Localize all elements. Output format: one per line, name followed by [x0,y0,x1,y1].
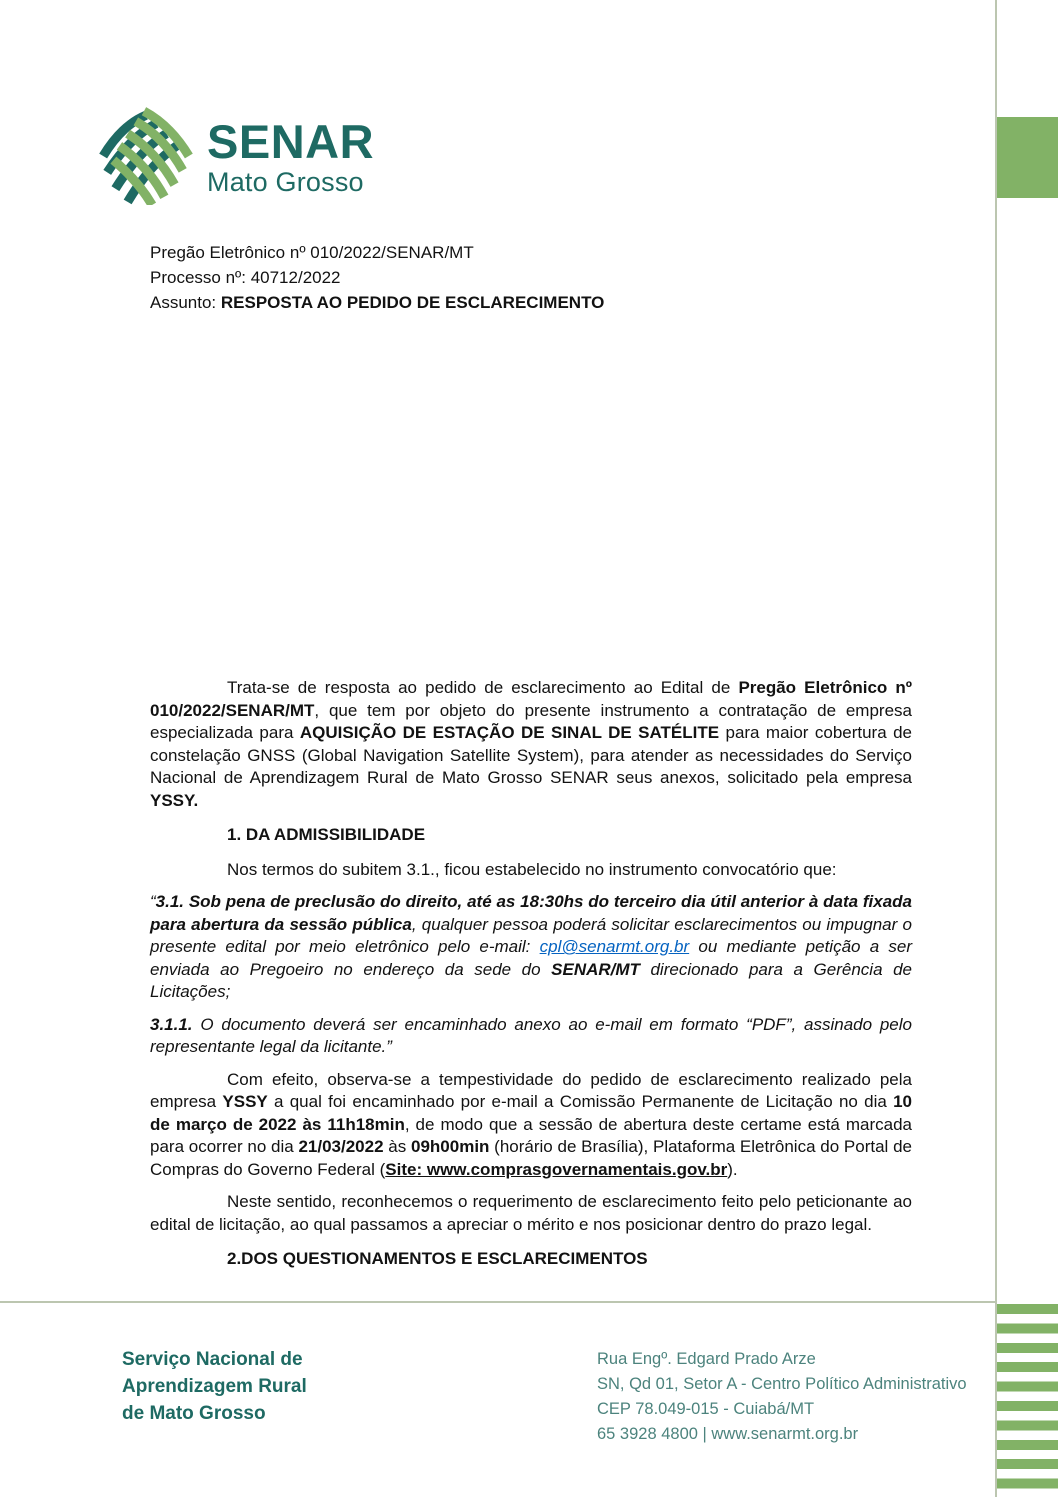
bottom-right-stripes [997,1304,1058,1497]
text-run: SENAR/MT [551,959,640,979]
footer-address-line: SN, Qd 01, Setor A - Centro Político Administrativo [597,1375,967,1393]
text-run: para maior cobertura de constelação GNSS (Global Navigation Satellite System), para atender as necessidades do Serviço Nacional de Aprendizagem Rural de Mato Grosso SENAR seus anexos, solicitado pela empresa [150,723,913,787]
header-line-pregao [150,240,920,265]
text-run: , de modo que a sessão de abertura deste certame está marcada para ocorrer no dia [150,1114,912,1156]
footer-org-name [122,1346,307,1427]
footer-org-line: Aprendizagem Rural [122,1376,307,1397]
text-run: Pregão Eletrônico nº 010/2022/SENAR/MT [150,678,913,720]
text-run: Com efeito, observa-se a tempestividade do pedido de esclarecimento realizado pela empresa [150,1069,912,1111]
text-run: 10 de março de 2022 às 11h18min [150,1092,912,1134]
logo-region-text: Mato Grosso [207,167,364,197]
text-run: , que tem por objeto do presente instrumento a contratação de empresa especializada para [150,700,912,742]
paragraph-quote-3-1 [150,891,912,1004]
logo-text [207,103,374,197]
text-run: Nos termos do subitem 3.1., ficou estabelecido no instrumento convocatório que: [227,859,837,879]
header-line-assunto [150,290,920,315]
site-link[interactable]: Site: www.comprasgovernamentais.gov.br [385,1159,728,1179]
senar-logo-icon [95,103,197,205]
paragraph-nos-termos [150,859,912,882]
text-run: YSSY. [150,790,199,810]
footer-org-line: de Mato Grosso [122,1403,266,1424]
text-run: 3.1. Sob pena de preclusão do direito, até as 18:30hs do terceiro dia útil anterior à data fixada para abertura da sessão pública [150,892,912,934]
text-run: Processo nº: 40712/2022 [150,268,341,287]
section-heading-admissibilidade [227,824,912,847]
text-run: a qual foi encaminhado por e-mail a Comissão Permanente de Licitação no dia [267,1092,894,1111]
footer-divider [0,1301,996,1303]
section-heading-questionamentos [227,1248,912,1271]
logo-brand-text: SENAR [207,115,375,168]
document-body [150,677,912,1283]
footer-address-line: CEP 78.049-015 - Cuiabá/MT [597,1400,815,1418]
text-run: Pregão Eletrônico nº 010/2022/SENAR/MT [150,243,474,262]
text-run: 09h00min [411,1137,490,1156]
text-run: (horário de Brasília), Plataforma Eletrônica do Portal de Compras do Governo Federal ( [150,1137,912,1179]
senar-logo [95,103,374,205]
paragraph-neste-sentido [150,1191,912,1236]
paragraph-quote-3-1-1 [150,1014,912,1059]
text-run: 3.1.1. [150,1014,193,1034]
text-run: “ [150,892,156,911]
text-run: O documento deverá ser encaminhado anexo ao e-mail em formato “PDF”, assinado pelo representante legal da licitante.” [150,1014,912,1056]
text-run: Assunto: [150,293,221,312]
footer-org-line: Serviço Nacional de [122,1349,303,1370]
text-run: , qualquer pessoa poderá solicitar esclarecimentos ou impugnar o presente edital por meio eletrônico pelo e-mail: [150,914,912,956]
footer-address-line: 65 3928 4800 | www.senarmt.org.br [597,1425,859,1443]
text-run: ou mediante petição a ser enviada ao Pregoeiro no endereço da sede do [150,937,912,979]
text-run: às [383,1137,411,1156]
right-margin-line [995,0,997,1497]
paragraph-intro [150,677,912,812]
text-run: 1. DA ADMISSIBILIDADE [227,825,426,844]
top-right-green-block [997,117,1058,198]
text-run: direcionado para a Gerência de Licitações; [150,959,912,1001]
text-run: 2.DOS QUESTIONAMENTOS E ESCLARECIMENTOS [227,1249,648,1268]
footer-address [597,1347,967,1447]
document-header [150,240,920,315]
footer-address-line: Rua Engº. Edgard Prado Arze [597,1350,816,1368]
paragraph-com-efeito [150,1069,912,1182]
text-run: 21/03/2022 [298,1137,384,1156]
text-run: YSSY [222,1092,268,1111]
text-run: AQUISIÇÃO DE ESTAÇÃO DE SINAL DE SATÉLITE [299,723,720,742]
header-line-processo [150,265,920,290]
text-run: Trata-se de resposta ao pedido de esclarecimento ao Edital de [227,678,739,697]
text-run: ). [727,1159,738,1179]
text-run: Neste sentido, reconhecemos o requerimento de esclarecimento feito pelo peticionante ao edital de licitação, ao qual passamos a apreciar o mérito e nos posicionar dentro do prazo legal. [150,1192,912,1234]
text-run: RESPOSTA AO PEDIDO DE ESCLARECIMENTO [220,293,605,312]
email-link[interactable]: cpl@senarmt.org.br [539,937,690,956]
